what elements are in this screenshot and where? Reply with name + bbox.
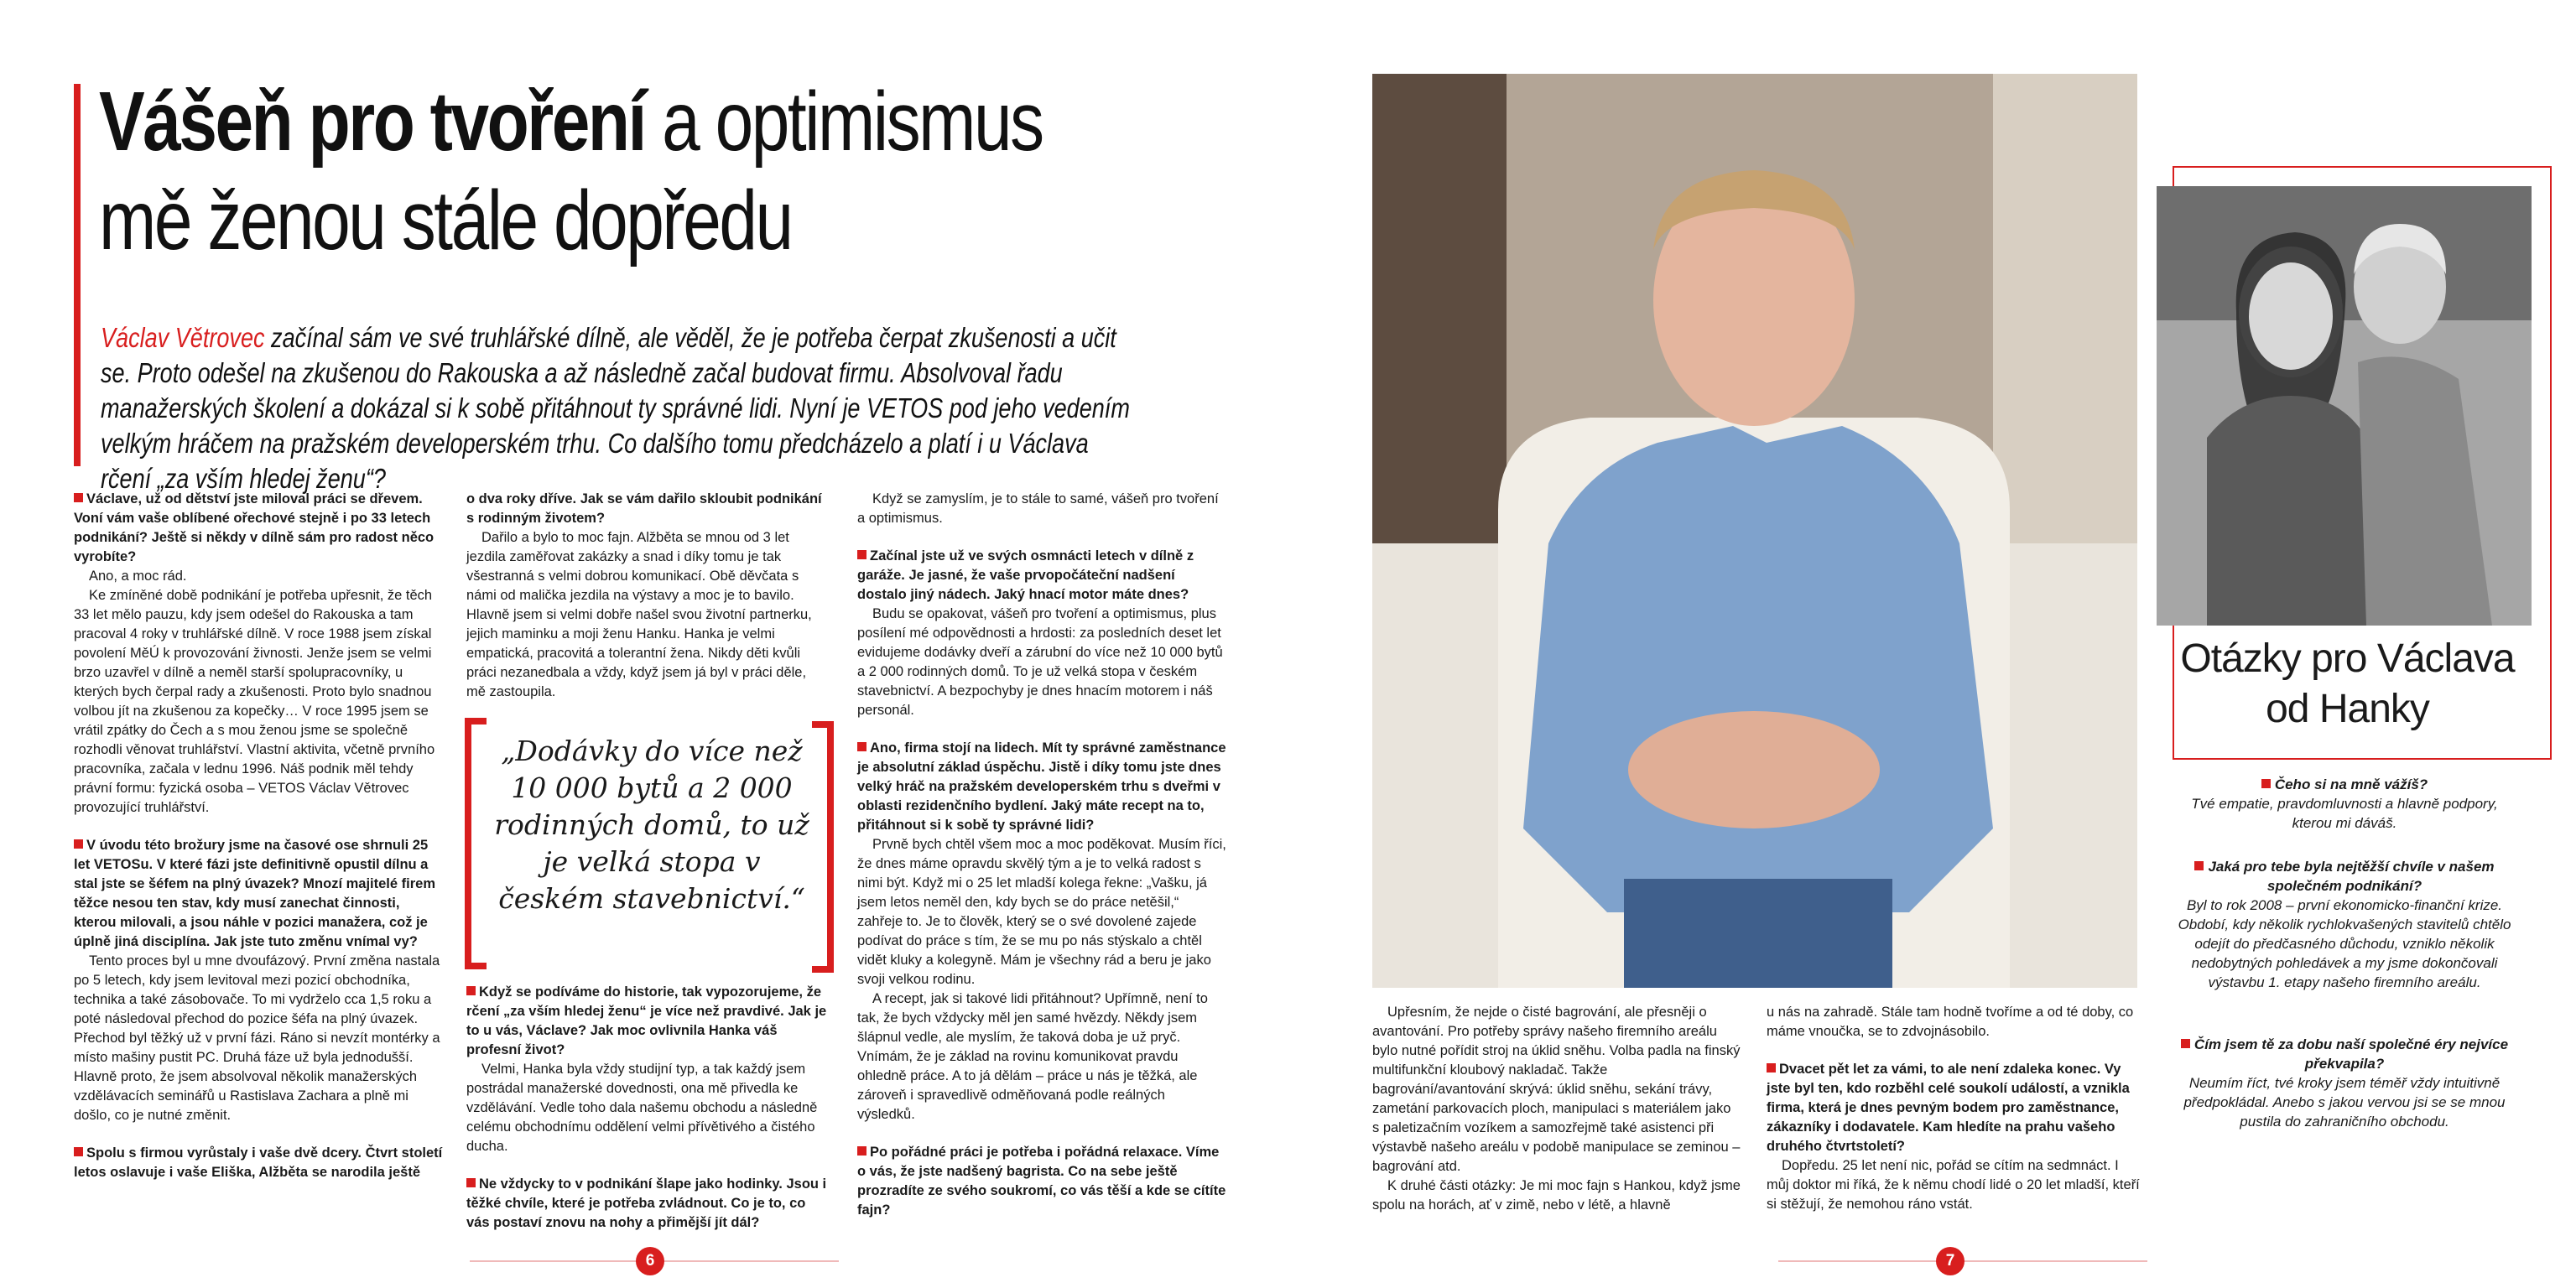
question: Ano, firma stojí na lidech. Mít ty správné zaměstnance je absolutní základ úspěchu. Jistě i díky tomu jste dnes velký hráč na pražském developerském trhu s dveřmi v oblasti rezidenčního bydlení. Jaký máte recept na to, přitáhnout si k sobě ty správné lidi?	[857, 739, 1226, 835]
headline-light: a optimismus	[644, 75, 1043, 169]
article-lead	[101, 320, 1132, 496]
sidebar-answer: Tvé empatie, pravdomluvnosti a hlavně podpory, kterou mi dáváš.	[2191, 796, 2498, 831]
answer: Tento proces byl u mne dvoufázový. První změna nastala po 5 letech, kdy jsem levitoval mezi pozicí obchodníka, technika a také zásobovače. To mi vydrželo cca 1,5 roku a poté následoval přechod do pozice šéfa na plný úvazek. Přechod byl těžký už v první fázi. Ráno si nevzít montérky a místo mašiny pustit PC. Druhá fáze už byla jednodušší. Hlavně proto, že jsem absolvoval několik manažerských vzdělávacích seminářů u Rastislava Zachara a plně mi došlo, co je nutné změnit.	[74, 953, 440, 1123]
answer: u nás na zahradě. Stále tam hodně tvoříme a od té doby, co máme vnoučka, se to zdvojnásobilo.	[1767, 1005, 2134, 1039]
question: Václave, už od dětství jste miloval práci se dřevem. Voní vám vaše oblíbené ořechové stejně i po 33 letech podnikání? Ještě si někdy v dílně sám pro radost něco vyrobíte?	[74, 490, 443, 567]
sidebar-question: Jaká pro tebe byla nejtěžší chvíle v našem společném podnikání?	[2177, 857, 2512, 896]
title-accent-bar	[74, 84, 81, 466]
sidebar-answer: Neumím říct, tvé kroky jsem téměř vždy intuitivně předpokládal. Anebo s jakou vervou jsi se se mnou pustila do zahraničního obchodu.	[2183, 1075, 2506, 1130]
sidebar-item	[2177, 857, 2512, 992]
pull-quote-text: „Dodávky do více než 10 000 bytů a 2 000 rodinných domů, to už je velká stopa v českém stavebnictví.“	[494, 735, 809, 915]
right-text-column-2	[1767, 1003, 2140, 1214]
question: Když se podíváme do historie, tak vypozorujeme, že rčení „za vším hledej ženu“ je více než pravdivé. Jak je to u vás, Václave? Jak moc ovlivnila Hanka váš profesní život?	[466, 983, 827, 1060]
question: Začínal jste už ve svých osmnácti letech v dílně z garáže. Je jasné, že vaše prvopočáteční nadšení dostalo jiný nádech. Jaký hnací motor máte dnes?	[857, 547, 1226, 605]
answer: Budu se opakovat, vášeň pro tvoření a optimismus, plus posílení mé odpovědnosti a hrdosti: za posledních deset let evidujeme dodávky dveří a zárubní do více než 10 000 bytů a 2 000 rodinných domů. To je už velká stopa v českém stavebnictví. A bezpochyby je dnes hnacím motorem i náš personál.	[857, 606, 1223, 718]
answer: Ano, a moc rád.	[89, 569, 187, 584]
answer: K druhé části otázky: Je mi moc fajn s Hankou, když jsme spolu na horách, ať v zimě, nebo v létě, a hlavně	[1372, 1178, 1741, 1213]
answer: Ke zmíněné době podnikání je potřeba upřesnit, že těch 33 let mělo pauzu, kdy jsem odešel do Rakouska a tam pracoval 4 roky v truhlářské dílně. V roce 1988 jsem získal povolení MěÚ k provozování živnosti. Jenže jsem se velmi brzo uzavřel v dílně a neměl starší spolupracovníky, u kterých bych čerpal rady a zkušenosti. Proto bylo snadnou volbou jít na zkušenou za kopečky… V roce 1995 jsem se vrátil zpátky do Čech a s mou ženou jsme se společně rozhodli věnovat truhlářství. Vlastní aktivita, včetně prvního pracovníka, začala v lednu 1996. Náš podnik měl tehdy právní formu: fyzická osoba – VETOS Václav Větrovec provozující truhlářství.	[74, 588, 435, 815]
answer: Dařilo a bylo to moc fajn. Alžběta se mnou od 3 let jezdila zaměřovat zakázky a snad i díky tomu je tak všestranná s velmi dobrou komunikací. Obě děvčata s námi od malička jezdila na výstavy a moc je to bavilo. Hlavně jsem si velmi dobře našel svou životní partnerku, jejich maminku a moji ženu Hanku. Hanka je velmi empatická, pracovitá a tolerantní žena. Nikdy děti kvůli práci nezanedbala a vždy, když jsem já byl v práci děle, mě zastoupila.	[466, 530, 812, 699]
article-headline	[99, 72, 1062, 270]
portrait-illustration	[1372, 74, 2137, 988]
answer: Velmi, Hanka byla vždy studijní typ, a tak každý jsem postrádal manažerské dovednosti, ona mě přivedla ke vzdělávání. Vedle toho dala našemu obchodu a následně celému obchodnímu oddělení velmi přívětivého a čistého ducha.	[466, 1062, 818, 1154]
answer: Prvně bych chtěl všem moc a moc poděkovat. Musím říci, že dnes máme opravdu skvělý tým a je to velká radost s nimi být. Když mi o 25 let mladší kolega řekne: „Vašku, já jsem letos neměl den, kdy bych se do práce netěšil,“ zahřeje to. Je to člověk, který se o své dovolené zajede podívat do práce s tím, že se mu po nás stýskalo a chtěl vidět kluky a kolegyně. Mám je všechny rád a beru je jako svoji velkou rodinu.	[857, 837, 1226, 987]
question: Spolu s firmou vyrůstaly i vaše dvě dcery. Čtvrt století letos oslavuje i vaše Eliška, Alžběta se narodila ještě	[74, 1144, 443, 1182]
question: Po pořádné práci je potřeba i pořádná relaxace. Víme o vás, že jste nadšený bagrista. Co na sebe ještě prozradíte ze svého soukromí, co vás těší a kde se cítíte fajn?	[857, 1143, 1226, 1220]
text-column-2-bottom	[466, 983, 827, 1233]
couple-photo	[2157, 186, 2532, 626]
portrait-photo	[1372, 74, 2137, 988]
pull-quote	[465, 718, 834, 973]
sidebar-question: Čeho si na mně vážíš?	[2177, 775, 2512, 794]
right-text-column-1	[1372, 1003, 1741, 1215]
couple-illustration	[2157, 186, 2532, 626]
headline-line2: mě ženou stále dopředu	[99, 174, 792, 267]
sidebar-title	[2160, 634, 2535, 735]
sidebar-question: Čím jsem tě za dobu naší společné éry nejvíce překvapila?	[2177, 1035, 2512, 1073]
answer: Když se zamyslím, je to stále to samé, vášeň pro tvoření a optimismus.	[857, 491, 1219, 526]
question: Dvacet pět let za vámi, to ale není zdaleka konec. Vy jste byl ten, kdo rozběhl celé soukolí událostí, a vznikla firma, která je dnes pevným bodem pro zaměstnance, zákazníky i dodavatele. Kam hledíte na prahu vašeho druhého čtvrtstoletí?	[1767, 1060, 2140, 1156]
sidebar-answer: Byl to rok 2008 – první ekonomicko-finanční krize. Období, kdy několik rychlokvašených stavitelů chtělo odejít do předčasného důchodu, vzniklo několik nedobytných pohledávek a my jsme dokončovali výstavbu 1. etapy našeho firemního areálu.	[2178, 897, 2511, 990]
headline-bold: Vášeň pro tvoření	[99, 75, 645, 169]
question: V úvodu této brožury jsme na časové ose shrnuli 25 let VETOSu. V které fázi jste definitivně opustil dílnu a stal jste se šéfem na plný úvazek? Mnozí majitelé firem těžce nesou ten stav, kdy musí zanechat činnosti, kterou milovali, a jsou náhle v pozici manažera, což je úplně jiná disciplína. Jak jste tuto změnu vnímal vy?	[74, 836, 443, 952]
text-column-1	[74, 490, 443, 1182]
answer: Dopředu. 25 let není nic, pořád se cítím na sedmnáct. I můj doktor mi říká, že k němu chodí lidé o 20 let mladší, kteří si stěžují, že nemohou ráno vstát.	[1767, 1158, 2140, 1212]
text-column-3	[857, 490, 1226, 1220]
lead-name: Václav Větrovec	[101, 322, 265, 353]
sidebar-item	[2177, 775, 2512, 833]
lead-text: začínal sám ve své truhlářské dílně, ale věděl, že je potřeba čerpat zkušenosti a učit se. Proto odešel na zkušenou do Rakouska a až následně začal budovat firmu. Absolvoval řadu manažerských školení a dokázal si k sobě přitáhnout ty správné lidi. Nyní je VETOS pod jeho vedením velkým hráčem na pražském developerském trhu. Co dalšího tomu předcházelo a platí i u Václava rčení „za vším hledej ženu“?	[101, 322, 1130, 494]
answer: A recept, jak si takové lidi přitáhnout? Upřímně, není to tak, že bych vždycky měl jen samé hvězdy. Někdy jsem šlápnul vedle, ale myslím, že taková doba je už pryč. Vnímám, že je základ na rovinu komunikovat pravdu ohledně práce. A to já dělám – práce u nás je těžká, ale zároveň i spravedlivě odměňovaná podle reálných výsledků.	[857, 991, 1208, 1122]
sidebar-item	[2177, 1035, 2512, 1131]
page-number-7: 7	[1936, 1247, 1965, 1275]
page-number-6: 6	[636, 1247, 664, 1275]
question-continued: o dva roky dříve. Jak se vám dařilo skloubit podnikání s rodinným životem?	[466, 491, 822, 526]
answer: Upřesním, že nejde o čisté bagrování, ale přesněji o avantování. Pro potřeby správy našeho firemního areálu bylo nutné pořídit stroj na úklid sněhu. Volba padla na finský multifunkční kloubový nakladač. Takže bagrování/avantování skrývá: úklid sněhu, sekání trávy, zametání parkovacích ploch, manipulaci s materiálem jako s paletizačním vozíkem a samozřejmě také asistenci při výstavbě našeho areálu v podobě manipulace se zeminou – bagrování atd.	[1372, 1005, 1741, 1174]
sidebar-title-line2: od Hanky	[2266, 687, 2429, 731]
text-column-2	[466, 490, 827, 702]
sidebar-title-line1: Otázky pro Václava	[2180, 636, 2515, 681]
question: Ne vždycky to v podnikání šlape jako hodinky. Jsou i těžké chvíle, které je potřeba zvládnout. Co je to, co vás postaví znovu na nohy a přimější jít dál?	[466, 1175, 827, 1233]
